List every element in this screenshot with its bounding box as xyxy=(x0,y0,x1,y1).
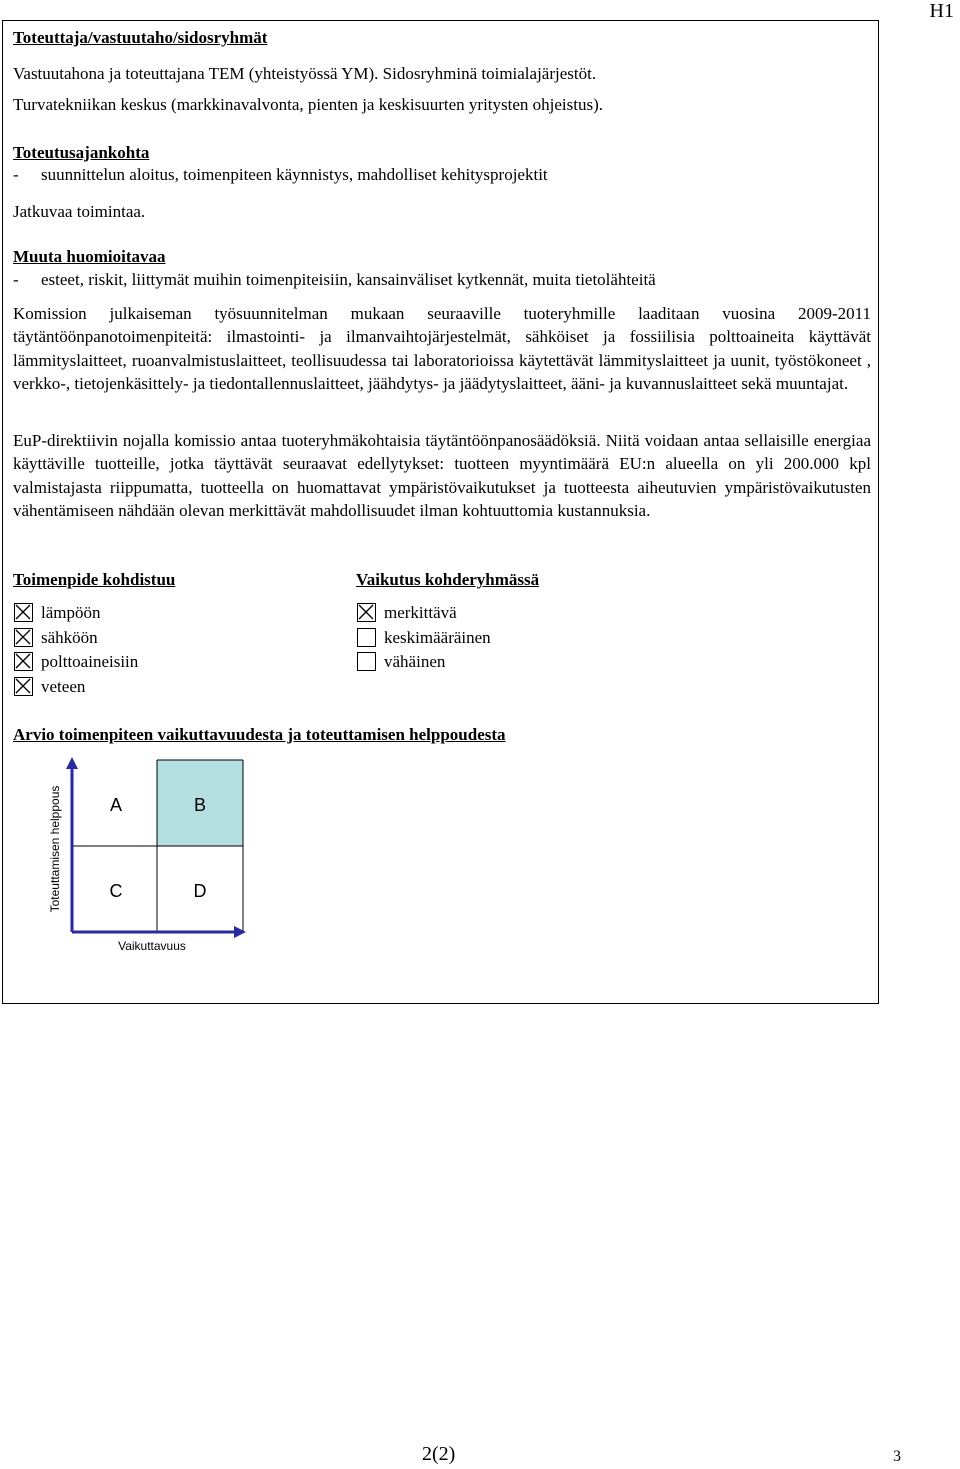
notes-dash: - xyxy=(13,270,19,289)
impact-heading: Vaikutus kohderyhmässä xyxy=(356,570,540,589)
y-axis-label: Toteuttamisen helppous xyxy=(48,785,62,913)
target-item-label: lämpöön xyxy=(41,603,101,622)
x-axis-arrowhead xyxy=(234,926,246,938)
footer-page-number: 3 xyxy=(893,1448,901,1465)
notes-paragraph-2: EuP-direktiivin nojalla komissio antaa tuoteryhmäkohtaisia täytäntöönpanosäädöksiä. Niitä voidaan antaa sellaisille energiaa käyttäville tuotteille, jotka täyttävät seuraavat edellytykset: tuotteen myyntimäärä EU:n alueella on yli 200.000 kpl valmistajasta riippumatta, tuotteella on huomattavat ympäristövaikutukset ja tuotteesta aiheutuvien ympäristövaikutusten vähentämiseen nähdään olevan merkittävät mahdollisuudet ilman kohtuuttomia kustannuksia. xyxy=(13,431,871,520)
checkmark-x-icon xyxy=(15,678,31,694)
target-item-label: veteen xyxy=(41,676,86,696)
y-axis-arrowhead xyxy=(66,757,78,769)
notes-heading: Muuta huomioitavaa xyxy=(13,247,166,266)
responsible-line-2: Turvatekniikan keskus (markkinavalvonta, pienten ja keskisuurten yritysten ohjeistus). xyxy=(13,95,604,114)
checkmark-x-icon xyxy=(15,604,31,620)
checkmark-x-icon xyxy=(15,653,31,669)
impact-item-label: merkittävä xyxy=(384,603,457,622)
target-item-checkbox[interactable] xyxy=(14,652,33,671)
timing-heading: Toteutusajankohta xyxy=(13,143,150,162)
target-item-label: polttoaineisiin xyxy=(41,652,139,671)
responsible-heading: Toteuttaja/vastuutaho/sidosryhmät xyxy=(13,28,268,47)
notes-paragraph-1: Komission julkaiseman työsuunnitelman mukaan seuraaville tuoteryhmille laaditaan vuosina 2009-2011 täytäntöönpanotoimenpiteitä: ilmastointi- ja ilmanvaihtojärjestelmät, sähköiset ja fossiilisia polttoaineita käyttävät lämmityslaitteet, ruoanvalmistuslaitteet, teollisuudessa tai laboratorioissa käytettävät lämmityslaitteet ja uunit, työstökoneet , verkko-, tietojenkäsittely- ja tiedontallennuslaitteet, jäähdytys- ja jäädytyslaitteet, ääni- ja kuvannuslaitteet sekä muuntajat. xyxy=(13,304,871,393)
assessment-heading: Arvio toimenpiteen vaikuttavuudesta ja toteuttamisen helppoudesta xyxy=(13,725,506,744)
checkmark-x-icon xyxy=(358,604,374,620)
impact-item-checkbox[interactable] xyxy=(357,628,376,647)
target-item-label: sähköön xyxy=(41,627,98,647)
impact-item-checkbox[interactable] xyxy=(357,603,376,622)
assessment-matrix xyxy=(40,755,260,955)
cell-label-b: B xyxy=(193,795,207,815)
x-axis-label: Vaikuttavuus xyxy=(118,939,186,953)
impact-item-label: keskimääräinen xyxy=(384,627,491,647)
page-tag: H1 xyxy=(929,0,954,22)
cell-label-a: A xyxy=(109,795,123,815)
target-item-checkbox[interactable] xyxy=(14,628,33,647)
notes-sub: esteet, riskit, liittymät muihin toimenpiteisiin, kansainväliset kytkennät, muita tietolähteitä xyxy=(41,270,656,289)
footer-page-of: 2(2) xyxy=(422,1443,456,1465)
checkmark-x-icon xyxy=(15,629,31,645)
impact-item-label: vähäinen xyxy=(384,652,446,671)
cell-label-c: C xyxy=(109,881,123,901)
timing-sub: suunnittelun aloitus, toimenpiteen käynnistys, mahdolliset kehitysprojektit xyxy=(41,165,548,184)
cell-label-d: D xyxy=(193,881,207,901)
responsible-line-1: Vastuutahona ja toteuttajana TEM (yhteistyössä YM). Sidosryhminä toimialajärjestöt. xyxy=(13,64,597,83)
target-heading: Toimenpide kohdistuu xyxy=(13,570,176,589)
timing-dash: - xyxy=(13,165,19,184)
target-item-checkbox[interactable] xyxy=(14,603,33,622)
impact-item-checkbox[interactable] xyxy=(357,652,376,671)
timing-body: Jatkuvaa toimintaa. xyxy=(13,202,146,221)
target-item-checkbox[interactable] xyxy=(14,677,33,696)
